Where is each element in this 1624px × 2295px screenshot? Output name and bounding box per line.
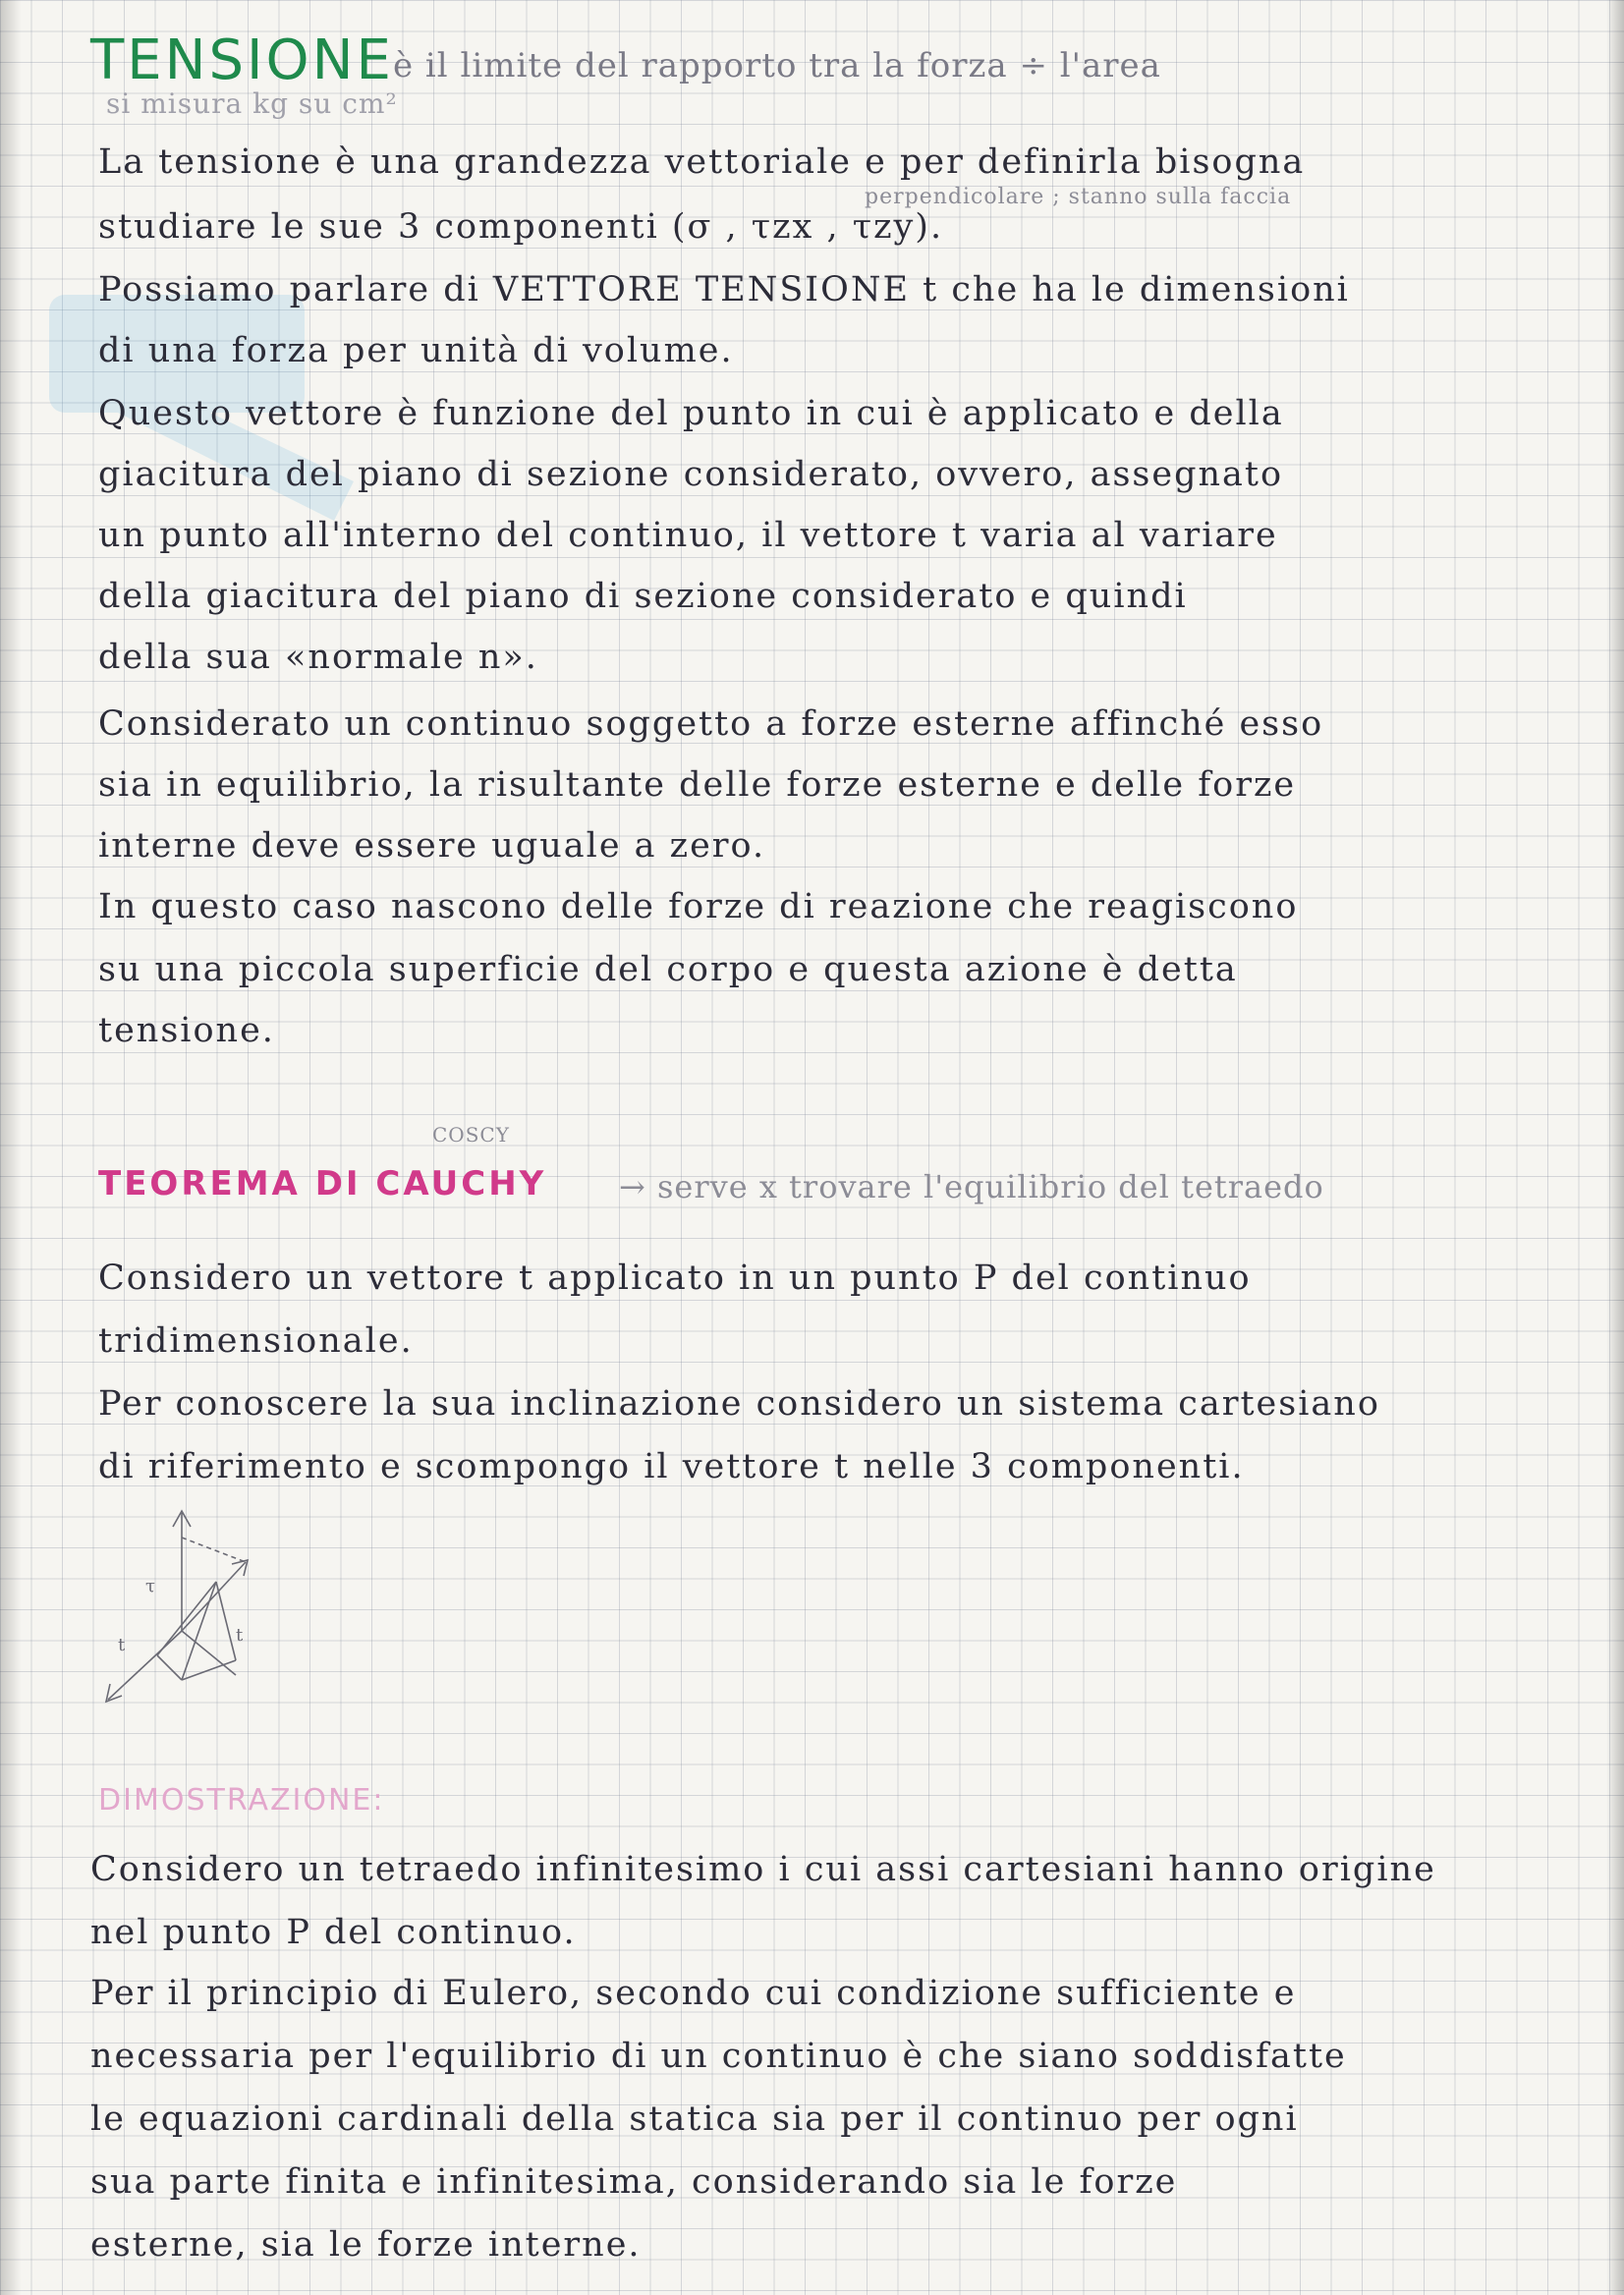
text-line: di riferimento e scompongo il vettore t nelle 3 componenti. [98, 1447, 1245, 1486]
text-line: La tensione è una grandezza vettoriale e per definirla bisogna [98, 142, 1306, 182]
tetra-edge [216, 1582, 236, 1660]
cauchy-pronunciation: COSCY [432, 1123, 510, 1147]
tetra-edge [182, 1582, 216, 1680]
text-line: nel punto P del continuo. [90, 1913, 577, 1952]
text-line: sua parte finita e infinitesima, considerando sia le forze [90, 2162, 1178, 2202]
text-line: giacitura del piano di sezione considerato, ovvero, assegnato [98, 455, 1284, 494]
cauchy-heading: TEOREMA DI CAUCHY [98, 1164, 547, 1203]
text-line: le equazioni cardinali della statica sia per il continuo per ogni [90, 2099, 1299, 2139]
dashed-projection [182, 1538, 246, 1562]
text-line: Possiamo parlare di VETTORE TENSIONE t che ha le dimensioni [98, 270, 1350, 309]
tetrahedron-sketch [88, 1503, 275, 1719]
annotation-components: perpendicolare ; stanno sulla faccia [865, 185, 1292, 209]
axis-y [182, 1631, 236, 1675]
text-line: Per conoscere la sua inclinazione considero un sistema cartesiano [98, 1384, 1380, 1424]
text-line: Considero un tetraedo infinitesimo i cui assi cartesiani hanno origine [90, 1850, 1436, 1889]
label-t-right: t [236, 1625, 244, 1646]
vector-t [182, 1562, 246, 1631]
text-line: sia in equilibrio, la risultante delle forze esterne e delle forze [98, 765, 1297, 805]
text-line: Considero un vettore t applicato in un punto P del continuo [98, 1259, 1252, 1298]
tetra-edge [157, 1582, 216, 1655]
text-line: In questo caso nascono delle forze di reazione che reagiscono [98, 887, 1299, 926]
title-subtitle: si misura kg su cm² [106, 87, 398, 120]
text-line: su una piccola superficie del corpo e questa azione è detta [98, 950, 1238, 989]
label-t-left: t [118, 1635, 126, 1655]
text-line: della sua «normale n». [98, 638, 538, 677]
text-line: tensione. [98, 1011, 275, 1050]
tetra-edge [157, 1655, 182, 1680]
text-line: Considerato un continuo soggetto a forze esterne affinché esso [98, 704, 1324, 744]
text-line: studiare le sue 3 componenti (σ , τzx , τzy). [98, 207, 944, 247]
text-line: interne deve essere uguale a zero. [98, 826, 766, 866]
text-line: necessaria per l'equilibrio di un continuo è che siano soddisfatte [90, 2037, 1347, 2076]
text-line: esterne, sia le forze interne. [90, 2225, 642, 2265]
label-tau: τ [145, 1576, 155, 1596]
page-right-shadow [1606, 0, 1624, 2295]
tetra-edge [182, 1660, 236, 1680]
text-line: Per il principio di Eulero, secondo cui condizione sufficiente e [90, 1974, 1297, 2013]
dimostrazione-heading: DIMOSTRAZIONE: [98, 1783, 385, 1818]
page-left-shadow [0, 0, 22, 2295]
title-definition: è il limite del rapporto tra la forza ÷ l'area [393, 46, 1161, 85]
text-line: tridimensionale. [98, 1321, 414, 1361]
text-line: un punto all'interno del continuo, il vettore t varia al variare [98, 516, 1278, 555]
cauchy-arrow-note: → serve x trovare l'equilibrio del tetraedo [619, 1168, 1324, 1205]
title-tensione: TENSIONE [90, 28, 394, 92]
text-line: della giacitura del piano di sezione considerato e quindi [98, 577, 1188, 616]
text-line: Questo vettore è funzione del punto in cui è applicato e della [98, 394, 1284, 433]
text-line: di una forza per unità di volume. [98, 331, 734, 370]
